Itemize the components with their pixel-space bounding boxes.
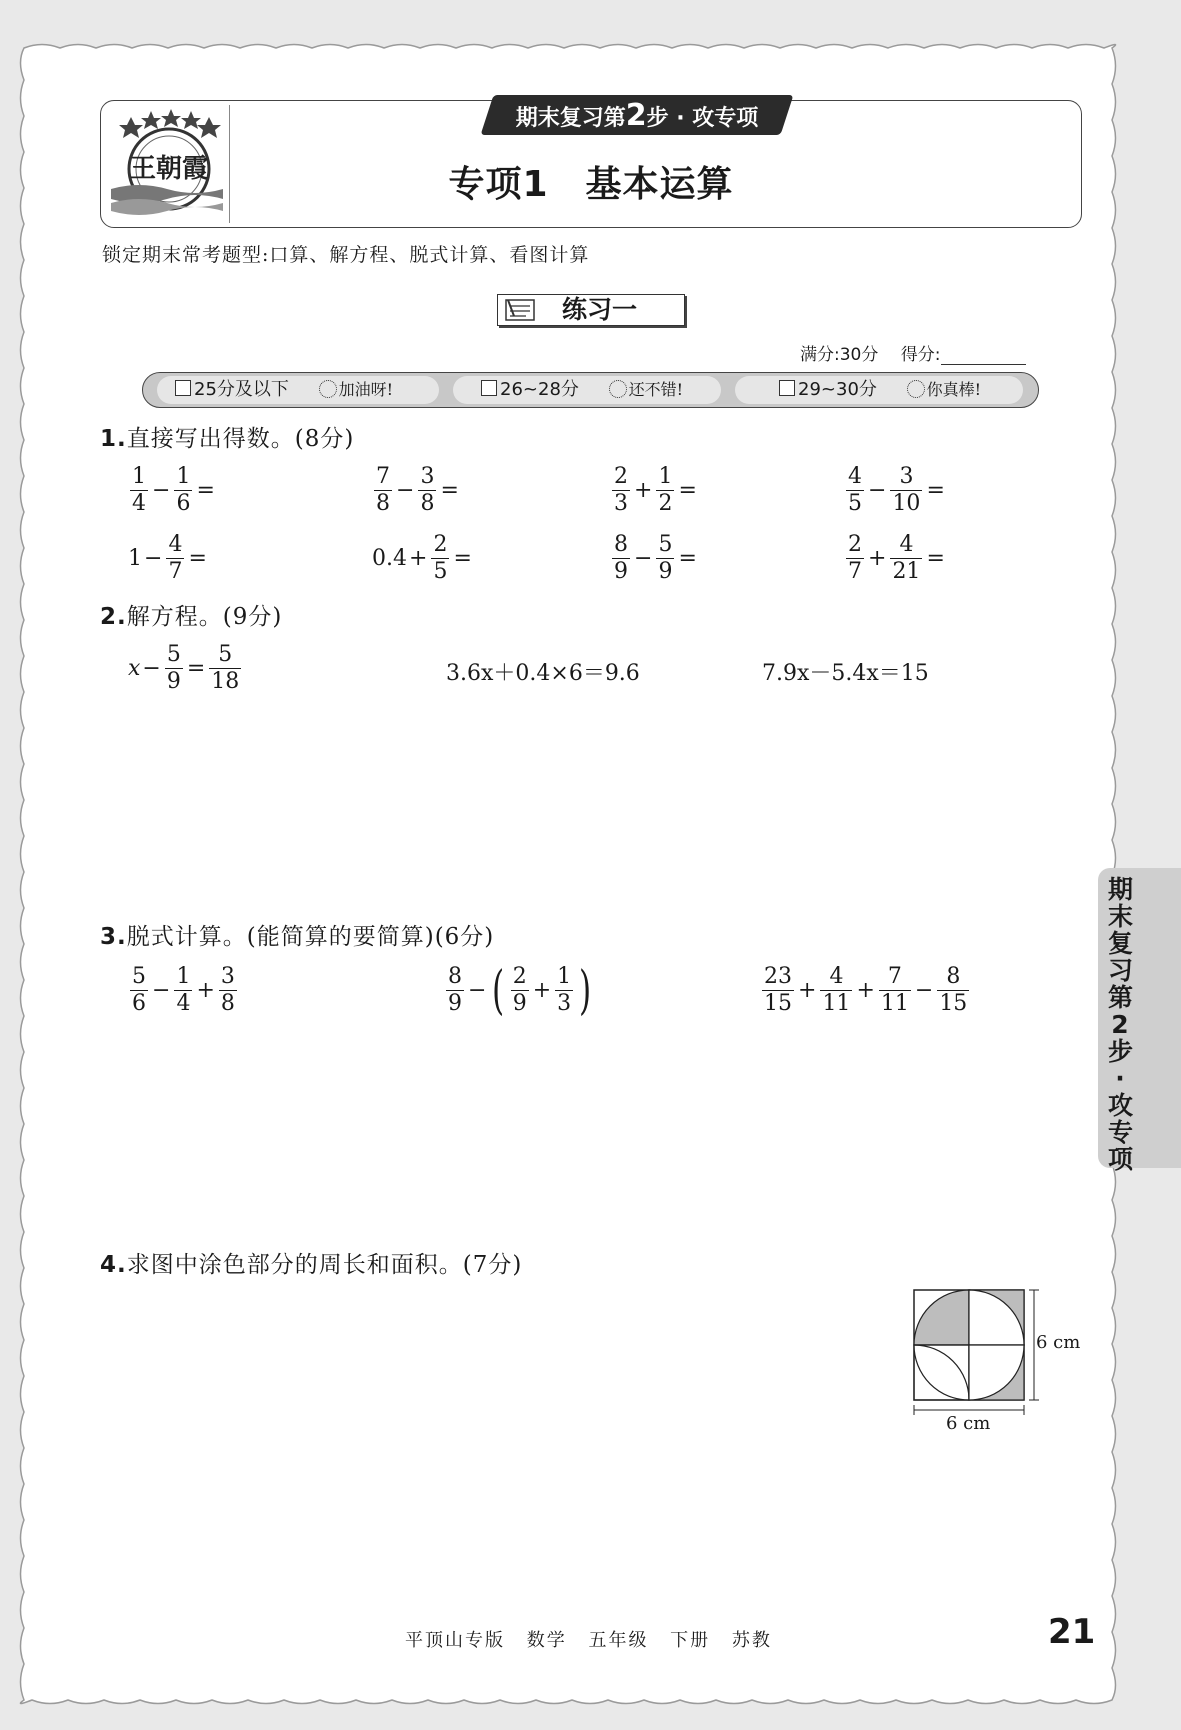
full-score: 满分:30分 (800, 345, 879, 365)
oral-calc-item: $\frac{2}{3}$ + $\frac{1}{2}$ = (614, 464, 697, 516)
smiley-icon (609, 380, 627, 398)
banner-prefix: 期末复习第 (515, 106, 626, 131)
oral-calc-item: $\frac{4}{5}$ − $\frac{3}{10}$ = (848, 464, 945, 516)
smiley-icon (319, 380, 337, 398)
rating-option-low[interactable]: 25分及以下 加油呀! (175, 373, 393, 407)
page-number: 21 (1048, 1612, 1096, 1652)
banner-text (487, 99, 787, 133)
logo-text: 王朝霞 (129, 154, 209, 184)
exercise-label-box (497, 294, 685, 326)
exercise-label: 练习一 (562, 295, 638, 324)
header-box (100, 100, 1082, 228)
oral-calc-item: $\frac{8}{9}$ − $\frac{5}{9}$ = (614, 532, 697, 584)
oral-calc-item: 1 − $\frac{4}{7}$ = (128, 532, 207, 584)
calc-1: $\frac{5}{6}$ − $\frac{1}{4}$ + $\frac{3}{8}$ (132, 964, 235, 1016)
height-label: 6 cm (1036, 1332, 1081, 1353)
score-label: 得分: (900, 345, 941, 365)
shaded-square-figure (900, 1280, 1090, 1430)
oral-calc-item: $\frac{2}{7}$ + $\frac{4}{21}$ = (848, 532, 945, 584)
notebook-icon (504, 298, 544, 322)
smiley-icon (907, 380, 925, 398)
banner-suffix: 步 · 攻专项 (646, 106, 759, 131)
question-4: 4.求图中涂色部分的周长和面积。(7分) (100, 1252, 523, 1278)
equation-1: x − $\frac{5}{9}$ = $\frac{5}{18}$ (128, 642, 240, 694)
subtitle: 锁定期末常考题型:口算、解方程、脱式计算、看图计算 (102, 244, 590, 266)
rating-option-mid[interactable]: 26~28分 还不错! (481, 373, 683, 407)
question-3: 3.脱式计算。(能简算的要简算)(6分) (100, 924, 495, 950)
score-blank[interactable] (941, 348, 1026, 365)
question-1: 1.直接写出得数。(8分) (100, 426, 355, 452)
calc-2: $\frac{8}{9}$ − ( $\frac{2}{9}$ + $\frac{1}{3}$ ) (448, 960, 592, 1021)
oral-calc-item: 0.4 + $\frac{2}{5}$ = (372, 532, 472, 584)
footer-edition: 平顶山专版 数学 五年级 下册 苏教 (405, 1630, 772, 1651)
question-2: 2.解方程。(9分) (100, 604, 283, 630)
score-line (800, 340, 1026, 365)
equation-3: 7.9x－5.4x＝15 (762, 661, 929, 686)
oral-calc-item: $\frac{7}{8}$ − $\frac{3}{8}$ = (376, 464, 459, 516)
checkbox[interactable] (481, 380, 497, 396)
page-title: 专项1 基本运算 (448, 164, 734, 205)
banner-number: 2 (625, 98, 647, 133)
side-tab-text: 期末复习第2步·攻专项 (1108, 875, 1134, 1174)
checkbox[interactable] (175, 380, 191, 396)
equation-2: 3.6x＋0.4×6＝9.6 (446, 661, 640, 686)
rating-option-high[interactable]: 29~30分 你真棒! (779, 373, 981, 407)
width-label: 6 cm (946, 1413, 991, 1434)
calc-3: $\frac{23}{15}$ + $\frac{4}{11}$ + $\frac{7}{11}$ − $\frac{8}{15}$ (764, 964, 968, 1016)
oral-calc-item: $\frac{1}{4}$ − $\frac{1}{6}$ = (132, 464, 215, 516)
self-rating-bar (142, 372, 1039, 408)
checkbox[interactable] (779, 380, 795, 396)
